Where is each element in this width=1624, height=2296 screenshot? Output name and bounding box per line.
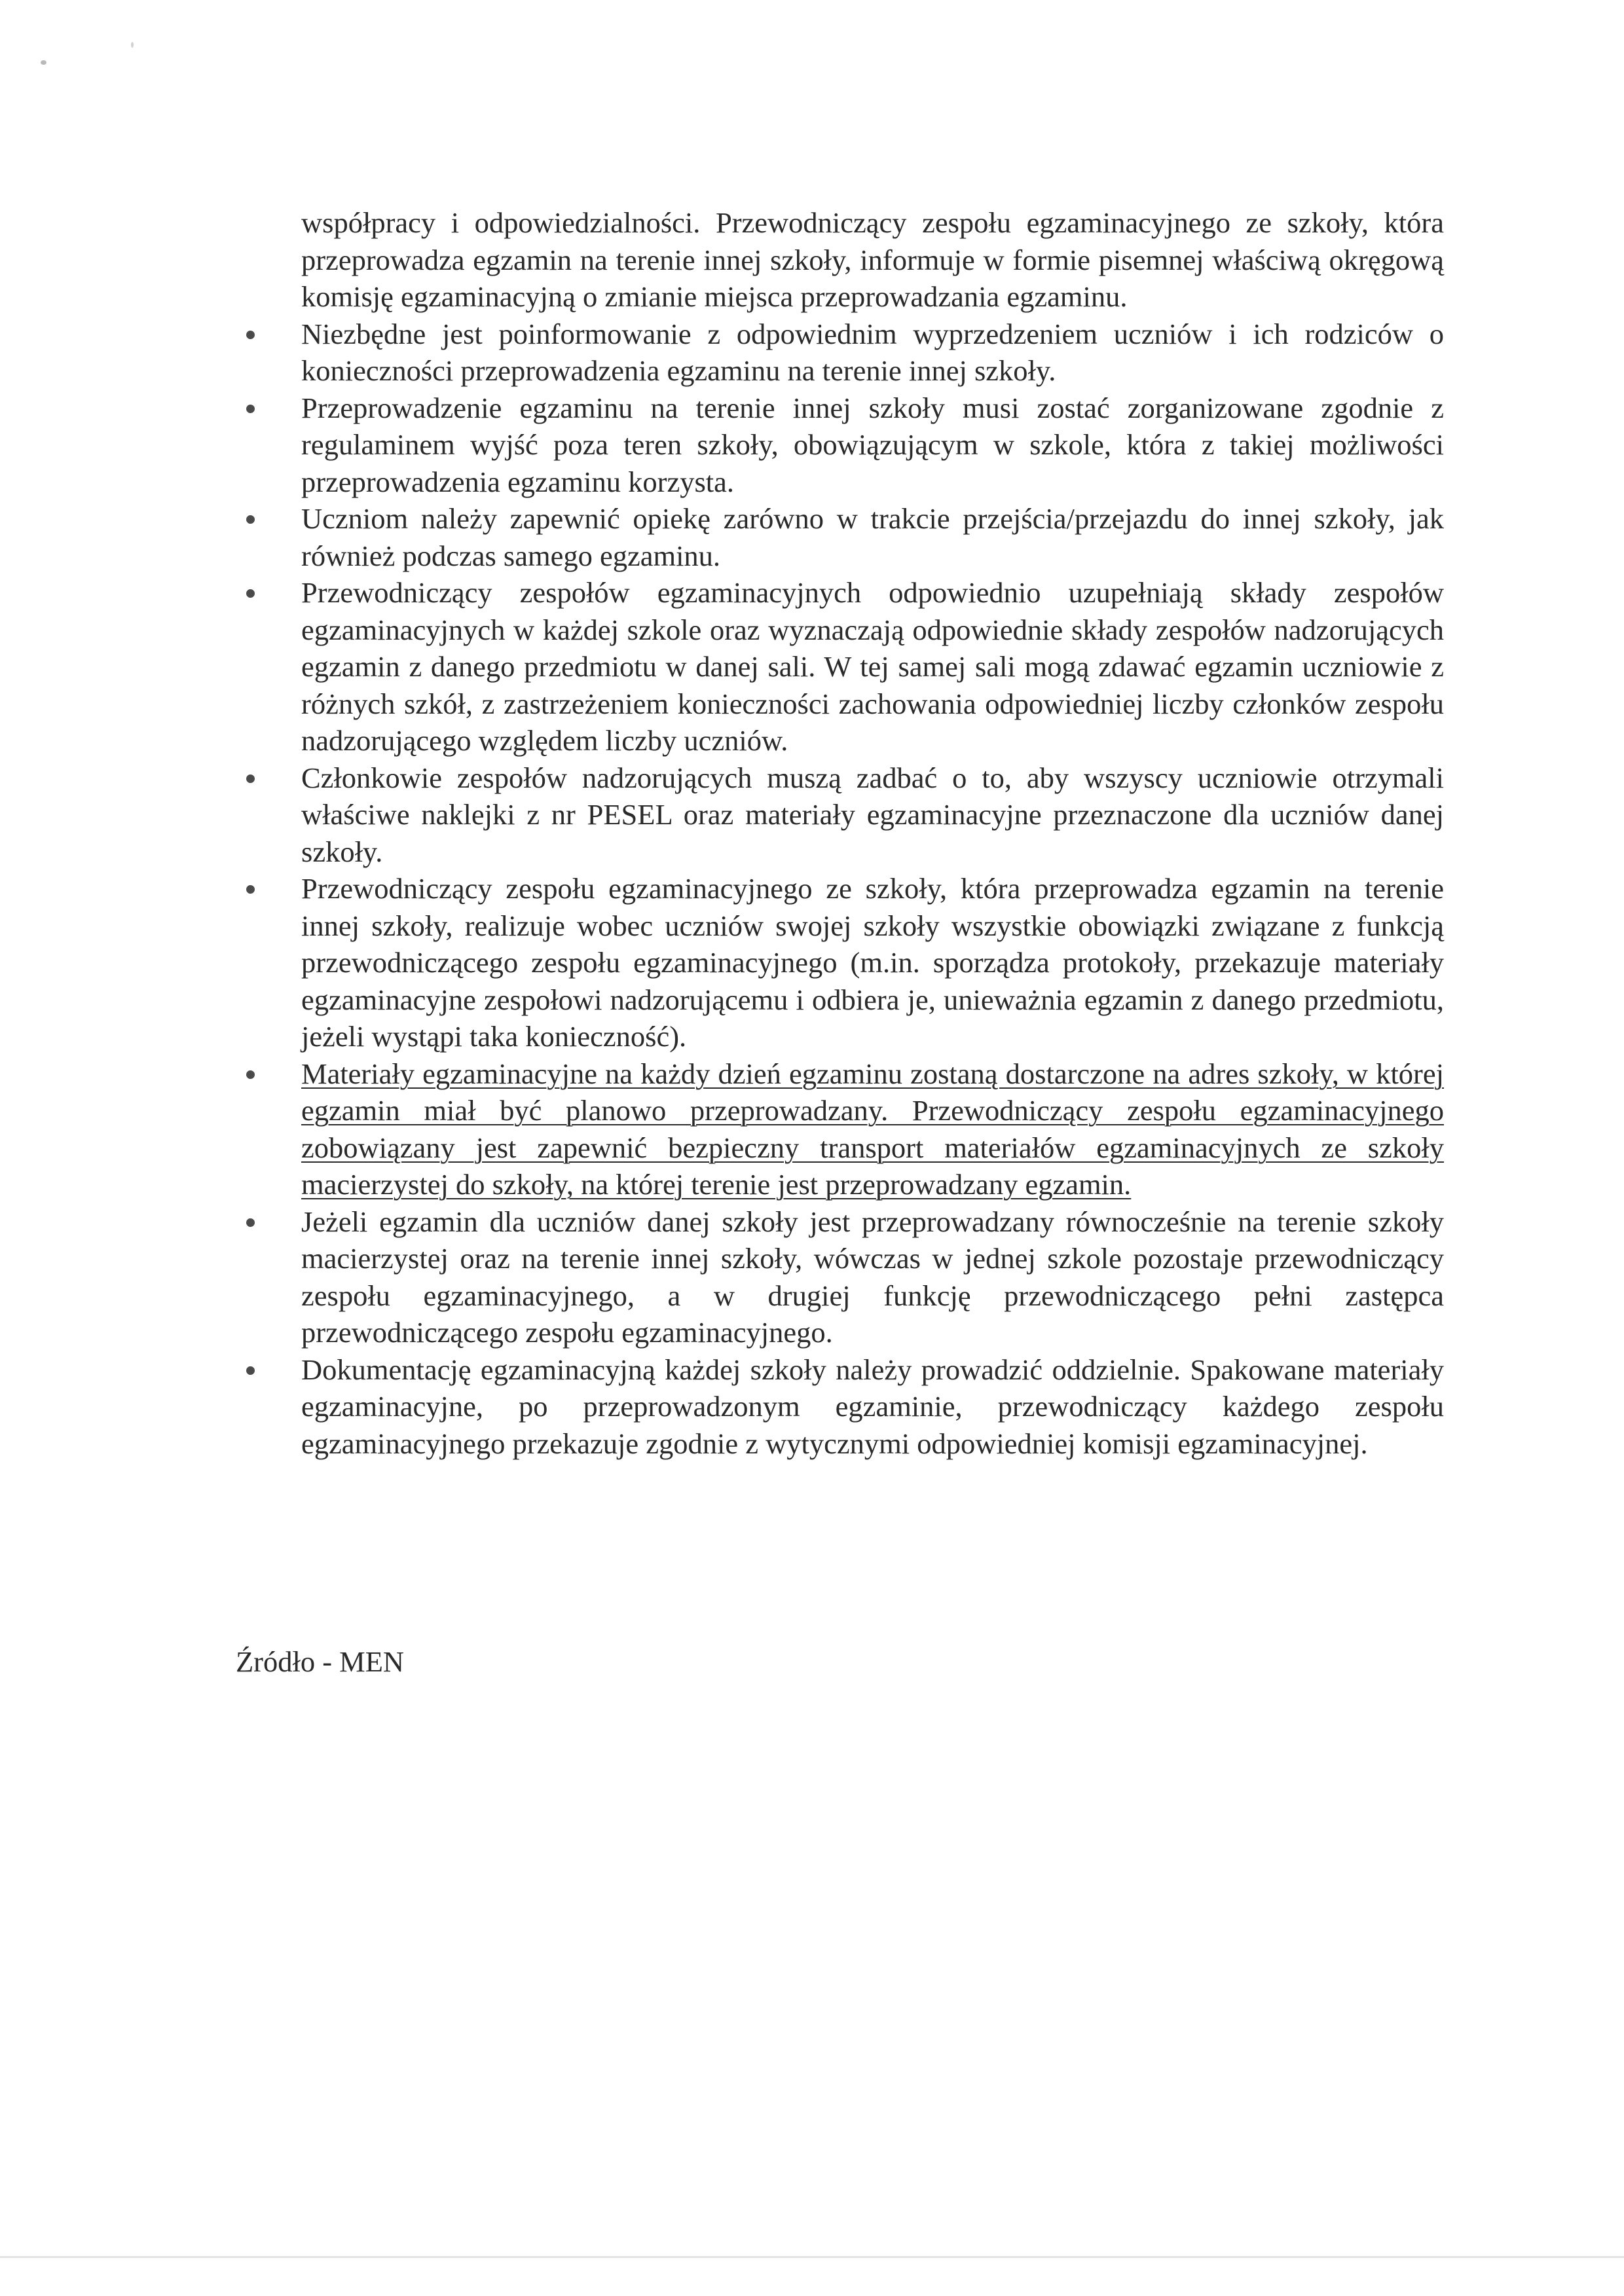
source-note: Źródło - MEN: [236, 1645, 405, 1678]
list-item: [301, 1351, 1444, 1463]
list-item-text: Materiały egzaminacyjne na każdy dzień egzaminu zostaną dostarczone na adres szkoły, w której egzamin miał być planowo przeprowadzany. Przewodniczący zespołu egzaminacyjnego zobowiązany jest zapewnić bezpieczny transport materiałów egzaminacyjnych ze szkoły macierzystej do szkoły, na której terenie jest przeprowadzany egzamin.: [301, 1057, 1444, 1201]
bullet-icon: [246, 405, 255, 413]
bullet-icon: [246, 774, 255, 783]
list-item: [301, 316, 1444, 390]
list-item-underlined: [301, 1055, 1444, 1203]
list-item-text: Niezbędne jest poinformowanie z odpowiednim wyprzedzeniem uczniów i ich rodziców o konieczności przeprowadzenia egzaminu na terenie innej szkoły.: [301, 317, 1444, 387]
list-item-text: Dokumentację egzaminacyjną każdej szkoły należy prowadzić oddzielnie. Spakowane materiały egzaminacyjne, po przeprowadzonym egzaminie, przewodniczący każdego zespołu egzaminacyjnego przekazuje zgodnie z wytycznymi odpowiedniej komisji egzaminacyjnej.: [301, 1353, 1444, 1460]
list-item-text: Przeprowadzenie egzaminu na terenie innej szkoły musi zostać zorganizowane zgodnie z regulaminem wyjść poza teren szkoły, obowiązującym w szkole, która z takiej możliwości przeprowadzenia egzaminu korzysta.: [301, 391, 1444, 498]
bullet-icon: [246, 1218, 255, 1227]
bullet-list: [301, 316, 1444, 1463]
intro-paragraph: współpracy i odpowiedzialności. Przewodniczący zespołu egzaminacyjnego ze szkoły, która przeprowadza egzamin na terenie innej szkoły, informuje w formie pisemnej właściwą okręgową komisję egzaminacyjną o zmianie miejsca przeprowadzania egzaminu.: [301, 206, 1444, 313]
list-item-text: Uczniom należy zapewnić opiekę zarówno w trakcie przejścia/przejazdu do innej szkoły, jak również podczas samego egzaminu.: [301, 502, 1444, 572]
scan-speck: [41, 60, 46, 65]
list-item: [301, 390, 1444, 501]
bullet-icon: [246, 1070, 255, 1079]
bullet-icon: [246, 1366, 255, 1375]
bullet-icon: [246, 331, 255, 339]
list-item: [301, 574, 1444, 759]
list-item-text: Przewodniczący zespołu egzaminacyjnego ze szkoły, która przeprowadza egzamin na terenie innej szkoły, realizuje wobec uczniów swojej szkoły wszystkie obowiązki związane z funkcją przewodniczącego zespołu egzaminacyjnego (m.in. sporządza protokoły, przekazuje materiały egzaminacyjne zespołowi nadzorującemu i odbiera je, unieważnia egzamin z danego przedmiotu, jeżeli wystąpi taka konieczność).: [301, 872, 1444, 1053]
bullet-icon: [246, 885, 255, 894]
list-item: [301, 870, 1444, 1055]
bullet-icon: [246, 589, 255, 598]
list-item-text: Przewodniczący zespołów egzaminacyjnych odpowiednio uzupełniają składy zespołów egzaminacyjnych w każdej szkole oraz wyznaczają odpowiednie składy zespołów nadzorujących egzamin z danego przedmiotu w danej sali. W tej samej sali mogą zdawać egzamin uczniowie z różnych szkół, z zastrzeżeniem konieczności zachowania odpowiedniej liczby członków zespołu nadzorującego względem liczby uczniów.: [301, 576, 1444, 757]
bullet-icon: [246, 515, 255, 524]
scan-edge-line: [0, 2256, 1624, 2258]
scan-speck: [131, 42, 134, 48]
list-item-text: Członkowie zespołów nadzorujących muszą zadbać o to, aby wszyscy uczniowie otrzymali właściwe naklejki z nr PESEL oraz materiały egzaminacyjne przeznaczone dla uczniów danej szkoły.: [301, 761, 1444, 868]
document-body: [301, 204, 1444, 1462]
list-item: [301, 500, 1444, 574]
list-item: [301, 759, 1444, 871]
list-item-text: Jeżeli egzamin dla uczniów danej szkoły jest przeprowadzany równocześnie na terenie szkoły macierzystej oraz na terenie innej szkoły, wówczas w jednej szkole pozostaje przewodniczący zespołu egzaminacyjnego, a w drugiej funkcję przewodniczącego pełni zastępca przewodniczącego zespołu egzaminacyjnego.: [301, 1205, 1444, 1349]
list-item: [301, 1203, 1444, 1351]
